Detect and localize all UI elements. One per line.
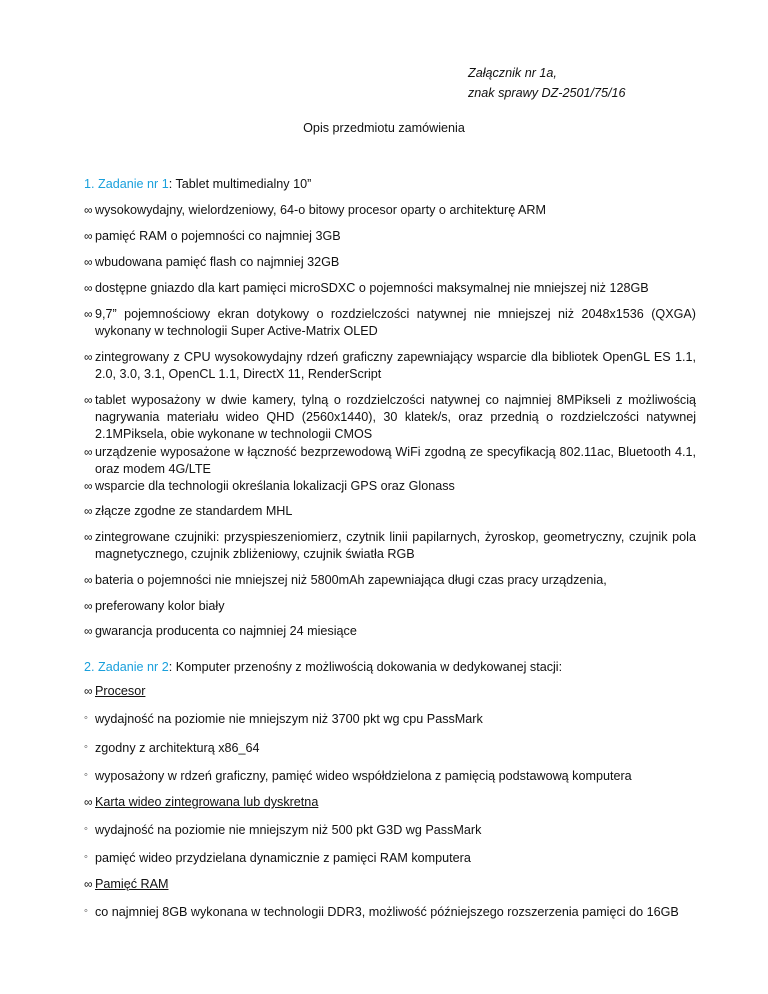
list-item: ∞ wysokowydajny, wielordzeniowy, 64-o bitowy procesor oparty o architekturę ARM	[84, 203, 547, 217]
section-2-lead: 2. Zadanie nr 2	[84, 660, 169, 674]
attachment-note	[468, 63, 626, 103]
section-1-heading	[84, 175, 311, 193]
list-item: ∞ bateria o pojemności nie mniejszej niż 5800mAh zapewniająca długi czas pracy urządzenia,	[84, 573, 607, 587]
infinity-bullet-icon: ∞	[84, 504, 93, 518]
group-heading-pamiec-ram: ∞ Pamięć RAM	[84, 877, 169, 891]
list-item: ∞ zintegrowany z CPU wysokowydajny rdzeń graficzny zapewniający wsparcie dla bibliotek OpenGL ES 1.1, 2.0, 3.0, 3.1, OpenCL 1.1, DirectX 11, RenderScript	[84, 350, 696, 381]
section-1-lead: 1. Zadanie nr 1	[84, 177, 169, 191]
list-item: ∞ 9,7” pojemnościowy ekran dotykowy o rozdzielczości natywnej nie mniejszej niż 2048x1536 (QXGA) wykonany w technologii Super Active-Matrix OLED	[84, 307, 696, 338]
infinity-bullet-icon: ∞	[84, 795, 93, 809]
list-item: ∞ dostępne gniazdo dla kart pamięci microSDXC o pojemności maksymalnej nie mniejszej niż 128GB	[84, 281, 649, 295]
list-item: ∞ złącze zgodne ze standardem MHL	[84, 504, 293, 518]
circle-bullet-icon: ◦	[84, 905, 88, 917]
circle-bullet-icon: ◦	[84, 851, 88, 863]
list-item: ∞ gwarancja producenta co najmniej 24 miesiące	[84, 624, 357, 638]
list-item: ◦ wyposażony w rdzeń graficzny, pamięć wideo współdzielona z pamięcią podstawową komputera	[84, 769, 632, 783]
infinity-bullet-icon: ∞	[84, 599, 93, 613]
infinity-bullet-icon: ∞	[84, 229, 93, 243]
list-item: ◦ zgodny z architekturą x86_64	[84, 741, 260, 755]
infinity-bullet-icon: ∞	[84, 573, 93, 587]
infinity-bullet-icon: ∞	[84, 684, 93, 698]
infinity-bullet-icon: ∞	[84, 307, 93, 321]
list-item: ∞ zintegrowane czujniki: przyspieszeniomierz, czytnik linii papilarnych, żyroskop, geometryczny, czujnik pola magnetycznego, czujnik zbliżeniowy, czujnik światła RGB	[84, 530, 696, 561]
list-item: ◦ wydajność na poziomie nie mniejszym niż 500 pkt G3D wg PassMark	[84, 823, 482, 837]
infinity-bullet-icon: ∞	[84, 877, 93, 891]
list-item: ∞ pamięć RAM o pojemności co najmniej 3GB	[84, 229, 341, 243]
group-heading-procesor: ∞ Procesor	[84, 684, 146, 698]
infinity-bullet-icon: ∞	[84, 530, 93, 544]
circle-bullet-icon: ◦	[84, 769, 88, 781]
list-item: ∞ urządzenie wyposażone w łączność bezprzewodową WiFi zgodną ze specyfikacją 802.11ac, Bluetooth 4.1, oraz modem 4G/LTE	[84, 445, 696, 476]
list-item: ◦ pamięć wideo przydzielana dynamicznie z pamięci RAM komputera	[84, 851, 471, 865]
infinity-bullet-icon: ∞	[84, 350, 93, 364]
list-item: ◦ wydajność na poziomie nie mniejszym niż 3700 pkt wg cpu PassMark	[84, 712, 483, 726]
section-2-title: : Komputer przenośny z możliwością dokowania w dedykowanej stacji:	[168, 660, 563, 674]
list-item: ∞ wsparcie dla technologii określania lokalizacji GPS oraz Glonass	[84, 479, 455, 493]
attachment-line-2: znak sprawy DZ-2501/75/16	[468, 86, 626, 100]
circle-bullet-icon: ◦	[84, 823, 88, 835]
infinity-bullet-icon: ∞	[84, 203, 93, 217]
list-item: ◦ co najmniej 8GB wykonana w technologii DDR3, możliwość późniejszego rozszerzenia pamięci do 16GB	[84, 905, 679, 919]
list-item: ∞ wbudowana pamięć flash co najmniej 32GB	[84, 255, 340, 269]
infinity-bullet-icon: ∞	[84, 479, 93, 493]
attachment-line-1: Załącznik nr 1a,	[468, 66, 557, 80]
infinity-bullet-icon: ∞	[84, 255, 93, 269]
section-2-heading	[84, 658, 562, 676]
document-title: Opis przedmiotu zamówienia	[303, 121, 465, 135]
infinity-bullet-icon: ∞	[84, 393, 93, 407]
infinity-bullet-icon: ∞	[84, 445, 93, 459]
list-item: ∞ tablet wyposażony w dwie kamery, tylną o rozdzielczości natywnej co najmniej 8MPikseli z możliwością nagrywania materiału wideo QHD (2560x1440), 30 klatek/s, oraz przednią o rozdzielczości natywnej 2.1MPiksela, obie wykonane w technologii CMOS	[84, 393, 696, 441]
infinity-bullet-icon: ∞	[84, 281, 93, 295]
group-heading-karta-wideo: ∞ Karta wideo zintegrowana lub dyskretna	[84, 795, 319, 809]
circle-bullet-icon: ◦	[84, 712, 88, 724]
list-item: ∞ preferowany kolor biały	[84, 599, 225, 613]
infinity-bullet-icon: ∞	[84, 624, 93, 638]
section-1-title: : Tablet multimedialny 10”	[168, 177, 312, 191]
circle-bullet-icon: ◦	[84, 741, 88, 753]
